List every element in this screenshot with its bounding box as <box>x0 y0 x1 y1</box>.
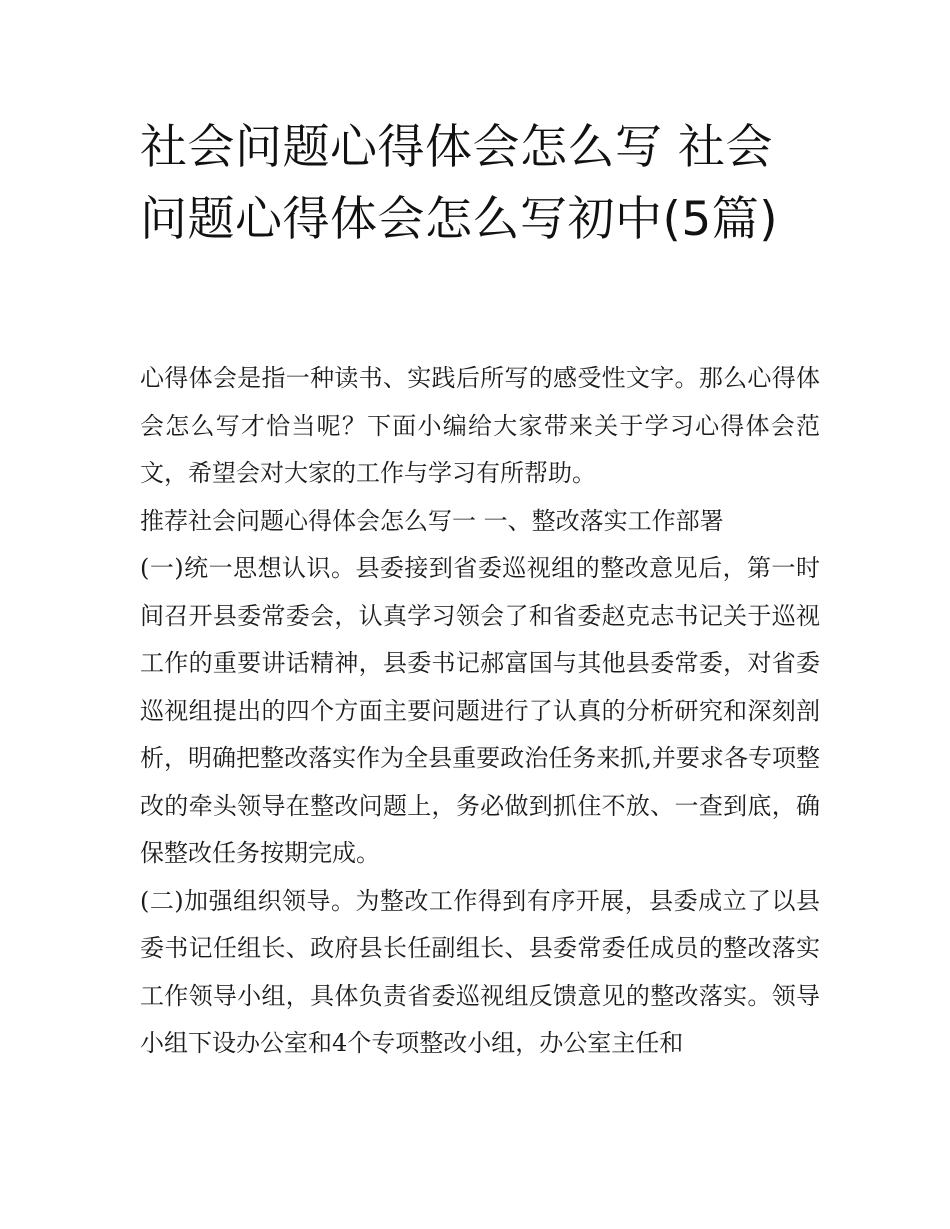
section-heading-paragraph: 推荐社会问题心得体会怎么写一 一、整改落实工作部署 <box>140 506 724 535</box>
intro-paragraph: 心得体会是指一种读书、实践后所写的感受性文字。那么心得体会怎么写才恰当呢？下面小编给大家带来关于学习心得体会范文，希望会对大家的工作与学习有所帮助。 <box>140 364 820 487</box>
document-title: 社会问题心得体会怎么写 社会问题心得体会怎么写初中(5篇) <box>140 120 779 247</box>
section-one-paragraph: (一)统一思想认识。县委接到省委巡视组的整改意见后，第一时间召开县委常委会，认真学习领会了和省委赵克志书记关于巡视工作的重要讲话精神，县委书记郝富国与其他县委常委，对省委巡视组提出的四个方面主要问题进行了认真的分析研究和深刻剖析，明确把整改落实作为全县重要政治任务来抓,并要求各专项整改的牵头领导在整改问题上，务必做到抓住不放、一查到底，确保整改任务按期完成。 <box>140 554 820 867</box>
section-two-paragraph: (二)加强组织领导。为整改工作得到有序开展，县委成立了以县委书记任组长、政府县长任副组长、县委常委任成员的整改落实工作领导小组，具体负责省委巡视组反馈意见的整改落实。领导小组下设办公室和4个专项整改小组，办公室主任和 <box>140 886 820 1057</box>
document-body <box>140 355 820 1068</box>
